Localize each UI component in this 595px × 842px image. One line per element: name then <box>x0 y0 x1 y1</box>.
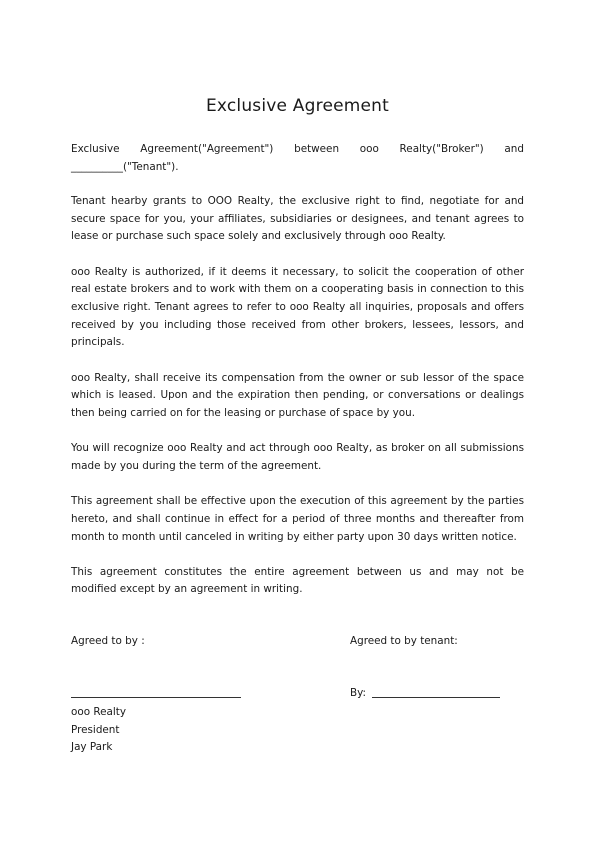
intro-line-2: __________("Tenant"). <box>71 160 179 173</box>
intro-word: Exclusive <box>71 143 120 155</box>
agreement-body <box>71 193 524 617</box>
broker-signature-block <box>71 704 126 757</box>
broker-title: President <box>71 723 120 736</box>
intro-word: between <box>294 143 340 155</box>
paragraph-entire-agreement: This agreement constitutes the entire agreement between us and may not be modified except by an agreement in writing. <box>71 565 524 596</box>
broker-name: ooo Realty <box>71 706 126 718</box>
intro-word: and <box>504 143 524 155</box>
broker-person: Jay Park <box>71 741 113 754</box>
agreed-by-tenant-label: Agreed to by tenant: <box>350 635 458 647</box>
paragraph-term: This agreement shall be effective upon the execution of this agreement by the parties hereto, and shall continue in effect for a period of three months and thereafter from month to month until canceled in writing by either party upon 30 days written notice. <box>71 495 524 543</box>
tenant-signature-line <box>372 697 500 698</box>
document-title: Exclusive Agreement <box>205 96 390 116</box>
intro-paragraph <box>71 141 524 176</box>
broker-signature-line <box>71 697 241 698</box>
intro-word: Agreement("Agreement") <box>140 143 274 155</box>
intro-line-1 <box>71 141 524 159</box>
intro-word: ooo <box>359 143 379 155</box>
intro-word: Realty("Broker") <box>399 143 484 155</box>
tenant-by-label: By: <box>350 687 367 699</box>
paragraph-compensation: ooo Realty, shall receive its compensation from the owner or sub lessor of the space which is leased. Upon and the expiration then pending, or conversations or dealings then being carried on for the leasing or purchase of space by you. <box>71 371 524 420</box>
paragraph-authorization: ooo Realty is authorized, if it deems it necessary, to solicit the cooperation of other real estate brokers and to work with them on a cooperating basis in connection to this exclusive right. Tenant agrees to refer to ooo Realty all inquiries, proposals and offers received by you including those received from other brokers, lessees, lessors, and principals. <box>71 265 524 349</box>
paragraph-recognition: You will recognize ooo Realty and act through ooo Realty, as broker on all submissions made by you during the term of the agreement. <box>71 442 524 472</box>
agreed-by-label: Agreed to by : <box>71 635 145 647</box>
paragraph-grant: Tenant hearby grants to OOO Realty, the exclusive right to find, negotiate for and secure space for you, your affiliates, subsidiaries or designees, and tenant agrees to lease or purchase such space solely and exclusively through ooo Realty. <box>71 195 524 243</box>
